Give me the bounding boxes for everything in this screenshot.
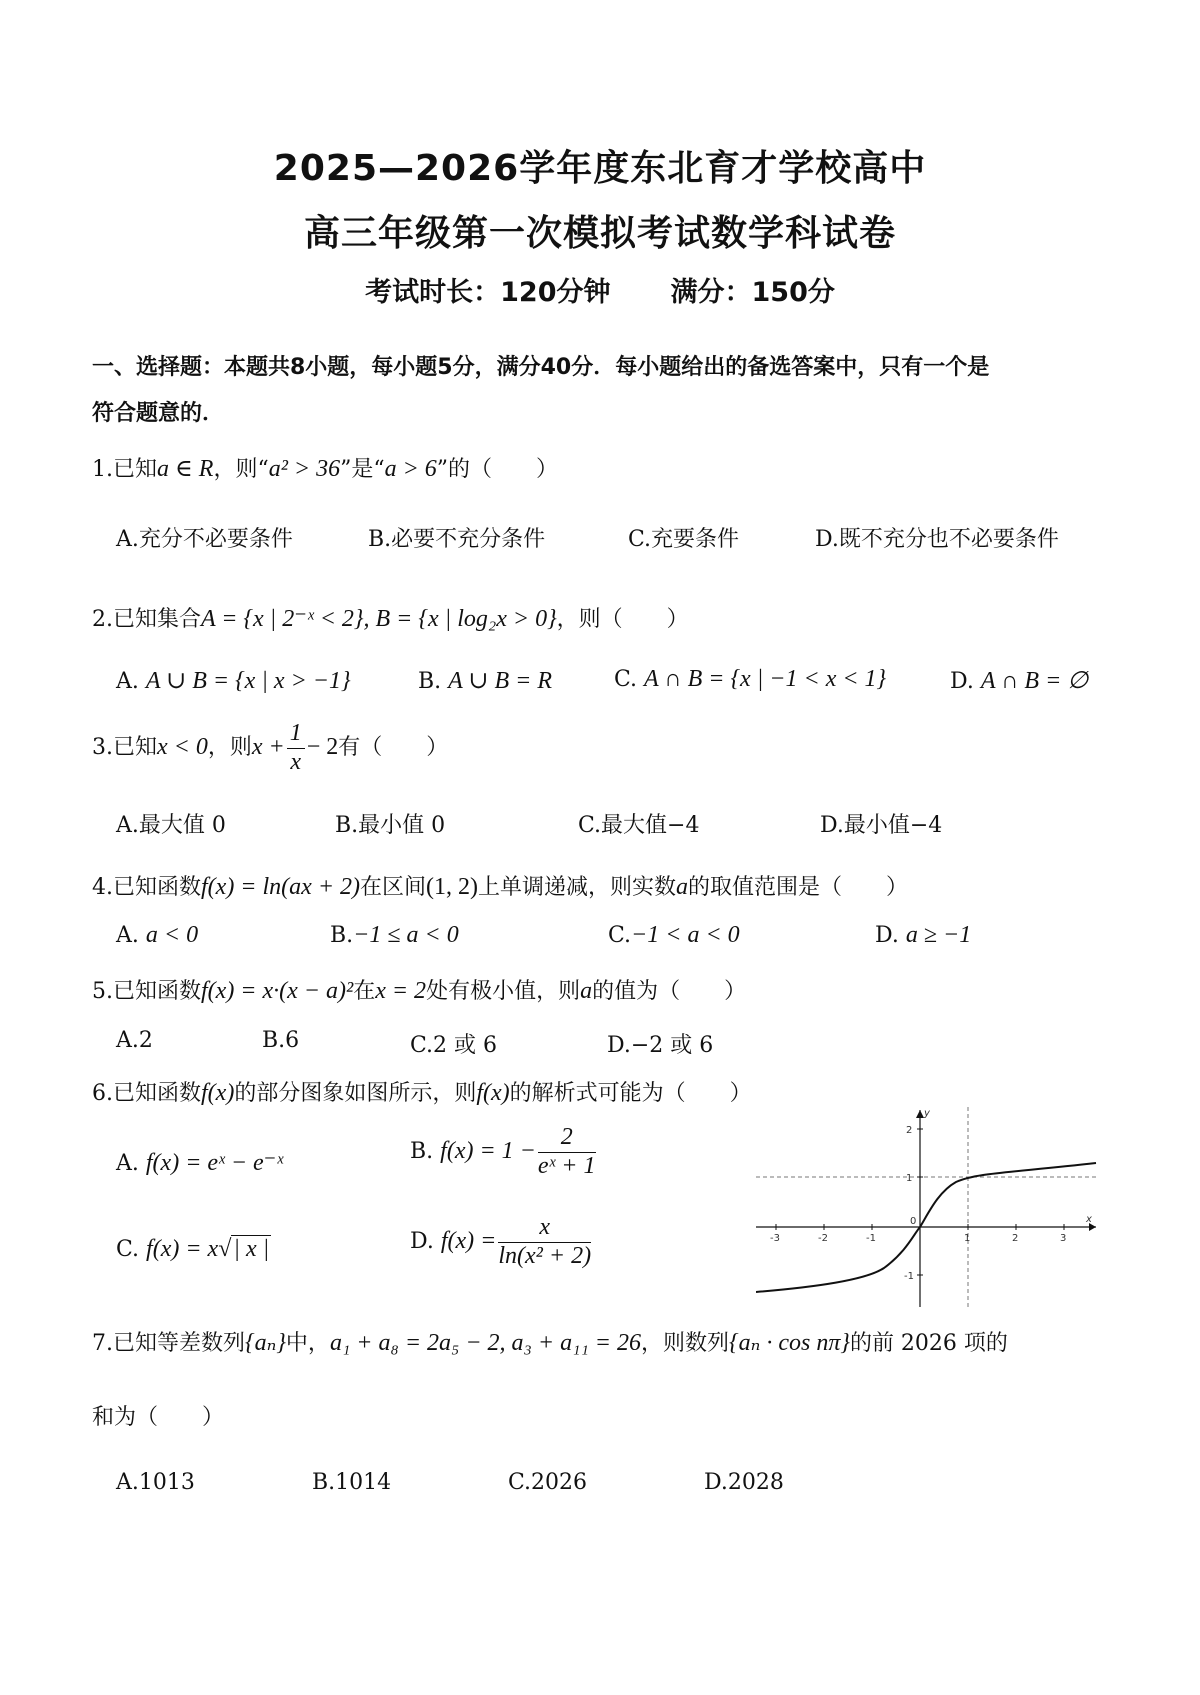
q4-option-d[interactable] [875,922,971,949]
q4-option-a-letter: A. [116,923,139,948]
q1-option-b[interactable]: B.必要不充分条件 [368,527,546,552]
q1-mid1: ，则“ [213,457,269,482]
y-tick-2: 2 [906,1125,913,1136]
q3-frac-den: x [290,748,302,775]
q2-option-c-expr: A ∩ B = {x | −1 < x < 1} [644,666,887,692]
question-7-stem [92,1326,1008,1357]
q6-option-d-letter: D. [410,1229,434,1255]
q6-option-a-letter: A. [116,1151,139,1176]
q7-stem-line2: 和为（ ） [92,1405,225,1430]
q7-post: 的前 2026 项的 [849,1331,1008,1356]
q6-option-b-den: eˣ + 1 [537,1152,596,1179]
q4-option-c-expr: −1 < a < 0 [631,922,740,948]
question-3-stem [92,720,448,776]
q2-option-a-expr: A ∪ B = {x | x > −1} [145,668,351,694]
q2-option-c[interactable] [614,666,886,693]
section-instruction-line1: 一、选择题：本题共8小题，每小题5分，满分40分．每小题给出的备选答案中，只有一个是 [92,355,990,380]
q6-option-b-num: 2 [538,1124,596,1153]
q3-mid: ，则 [207,735,252,761]
q1-post: ”的（ ） [436,457,559,482]
q4-option-b-letter: B. [330,923,354,948]
q6-option-d-pre: f(x) = [440,1228,497,1255]
q3-option-d[interactable]: D.最小值−4 [820,813,943,838]
q6-option-d-den: ln(x² + 2) [498,1242,592,1269]
x-tick-3: 3 [1060,1233,1067,1244]
q1-option-a[interactable]: A.充分不必要条件 [116,527,293,552]
q7-option-a[interactable]: A.1013 [116,1470,195,1495]
q6-option-d-fraction [498,1214,591,1270]
q5-option-a[interactable]: A.2 [116,1028,153,1053]
x-tick-neg2: -2 [818,1233,828,1244]
q2-option-a[interactable] [116,666,351,695]
question-6-stem [92,1076,752,1107]
q2-post: ，则（ ） [556,607,689,632]
q4-mid2: 上单调递减，则实数 [478,875,677,900]
q6-option-d[interactable] [410,1214,593,1270]
q1-pre: 1.已知 [92,457,157,482]
q4-interval: (1, 2) [426,874,478,900]
q7-mid2: ，则数列 [640,1331,729,1356]
q5-option-c[interactable]: C.2 或 6 [410,1033,498,1058]
q3-frac-num: 1 [287,720,305,749]
x-axis-label: x [1086,1214,1092,1225]
q7-option-d[interactable]: D.2028 [704,1470,784,1495]
q5-point: x = 2 [375,978,427,1004]
q3-expr-b: − 2 [306,734,339,761]
q4-option-d-letter: D. [875,923,899,948]
q3-pre: 3.已知 [92,735,157,761]
q4-pre: 4.已知函数 [92,875,201,900]
q4-option-a[interactable] [116,922,198,949]
origin-label: 0 [910,1216,917,1227]
q2-pre: 2.已知集合 [92,607,201,632]
q2-option-d-letter: D. [950,669,974,694]
q2-option-d[interactable] [950,666,1088,695]
exam-duration: 考试时长：120分钟 [365,277,611,308]
q5-var: a [580,978,593,1004]
q5-option-b[interactable]: B.6 [262,1028,300,1053]
q4-var: a [676,874,689,900]
q3-fraction [287,720,305,776]
q6-option-a-expr: f(x) = eˣ − e⁻ˣ [145,1150,284,1176]
q1-mid2: ”是“ [340,457,385,482]
q7-pre: 7.已知等差数列 [92,1331,245,1356]
q6-option-c-radicand: | x | [233,1236,270,1262]
q1-option-c[interactable]: C.充要条件 [628,527,740,552]
q2-option-c-letter: C. [614,667,638,692]
x-tick-neg3: -3 [770,1233,780,1244]
q7-cond: a₁ + a₈ = 2a₅ − 2, a₃ + a₁₁ = 26 [329,1330,641,1356]
q1-cond: a ∈ R [157,456,214,482]
q6-f2: f(x) [476,1080,510,1106]
q1-expr1: a² > 36 [268,456,341,482]
q4-option-b-expr: −1 ≤ a < 0 [353,922,459,948]
y-tick-1: 1 [906,1173,913,1184]
q4-option-d-expr: a ≥ −1 [905,922,972,948]
q4-option-b[interactable] [330,922,459,949]
q5-pre: 5.已知函数 [92,979,201,1004]
question-2-stem [92,602,689,633]
q7-seq: {aₙ} [245,1330,286,1356]
y-tick-neg1: -1 [904,1271,914,1282]
q6-post: 的解析式可能为（ ） [509,1081,752,1106]
q5-option-d[interactable]: D.−2 或 6 [607,1033,714,1058]
q2-option-b-letter: B. [418,669,442,694]
q6-option-d-num: x [498,1214,591,1243]
q6-f1: f(x) [201,1080,235,1106]
q1-expr2: a > 6 [384,456,437,482]
q2-option-b[interactable] [418,666,552,695]
q2-sets: A = {x | 2⁻ˣ < 2}, B = {x | log₂x > 0} [201,606,557,632]
q6-option-c[interactable]: C. f(x) = x√| x | [116,1236,270,1262]
q4-option-c-letter: C. [608,923,632,948]
q6-option-b-letter: B. [410,1139,434,1165]
q5-mid2: 处有极小值，则 [426,979,581,1004]
q5-post: 的值为（ ） [592,979,747,1004]
exam-full-score: 满分：150分 [670,277,835,308]
y-axis-label: y [924,1108,930,1119]
q1-option-d[interactable]: D.既不充分也不必要条件 [815,527,1059,552]
q7-mid1: 中， [285,1331,330,1356]
q7-option-b[interactable]: B.1014 [312,1470,392,1495]
q3-option-b[interactable]: B.最小值 0 [335,813,446,838]
q6-option-b[interactable] [410,1124,598,1180]
x-tick-neg1: -1 [866,1233,876,1244]
q3-post: 有（ ） [338,735,449,761]
q6-option-b-pre: f(x) = 1 − [440,1138,536,1165]
question-4-stem [92,870,908,901]
x-tick-2: 2 [1012,1233,1019,1244]
question-1-stem [92,452,558,483]
q6-pre: 6.已知函数 [92,1081,201,1106]
section-instruction-line2: 符合题意的． [92,401,225,426]
q3-expr-a: x + [251,734,285,761]
q6-option-b-fraction [538,1124,596,1180]
exam-title-line1: 2025—2026学年度东北育才学校高中 [273,148,927,189]
exam-info [0,270,1200,309]
q4-func: f(x) = ln(ax + 2) [201,874,360,900]
q6-mid: 的部分图象如图所示，则 [234,1081,477,1106]
y-axis-arrow [916,1110,924,1118]
function-graph [756,1102,1106,1312]
q6-option-a[interactable] [116,1148,283,1177]
q7-seq2: {aₙ · cos nπ} [729,1330,850,1356]
q3-option-c[interactable]: C.最大值−4 [578,813,700,838]
q4-mid1: 在区间 [360,875,427,900]
q4-option-a-expr: a < 0 [145,922,199,948]
q3-cond: x < 0 [157,734,208,761]
question-5-stem [92,974,746,1005]
q4-post: 的取值范围是（ ） [688,875,909,900]
q6-option-c-letter: C. [116,1237,140,1262]
exam-title-line2: 高三年级第一次模拟考试数学科试卷 [303,213,896,254]
q6-option-c-pre: f(x) = x [146,1236,219,1262]
q5-func: f(x) = x·(x − a)² [201,978,354,1004]
x-tick-1: 1 [964,1233,971,1244]
q2-option-d-expr: A ∩ B = ∅ [980,668,1089,694]
q2-option-b-expr: A ∪ B = R [448,668,553,694]
q5-mid1: 在 [353,979,376,1004]
q2-option-a-letter: A. [116,669,139,694]
q3-option-a[interactable]: A.最大值 0 [116,813,226,838]
q7-option-c[interactable]: C.2026 [508,1470,588,1495]
q4-option-c[interactable] [608,922,740,949]
